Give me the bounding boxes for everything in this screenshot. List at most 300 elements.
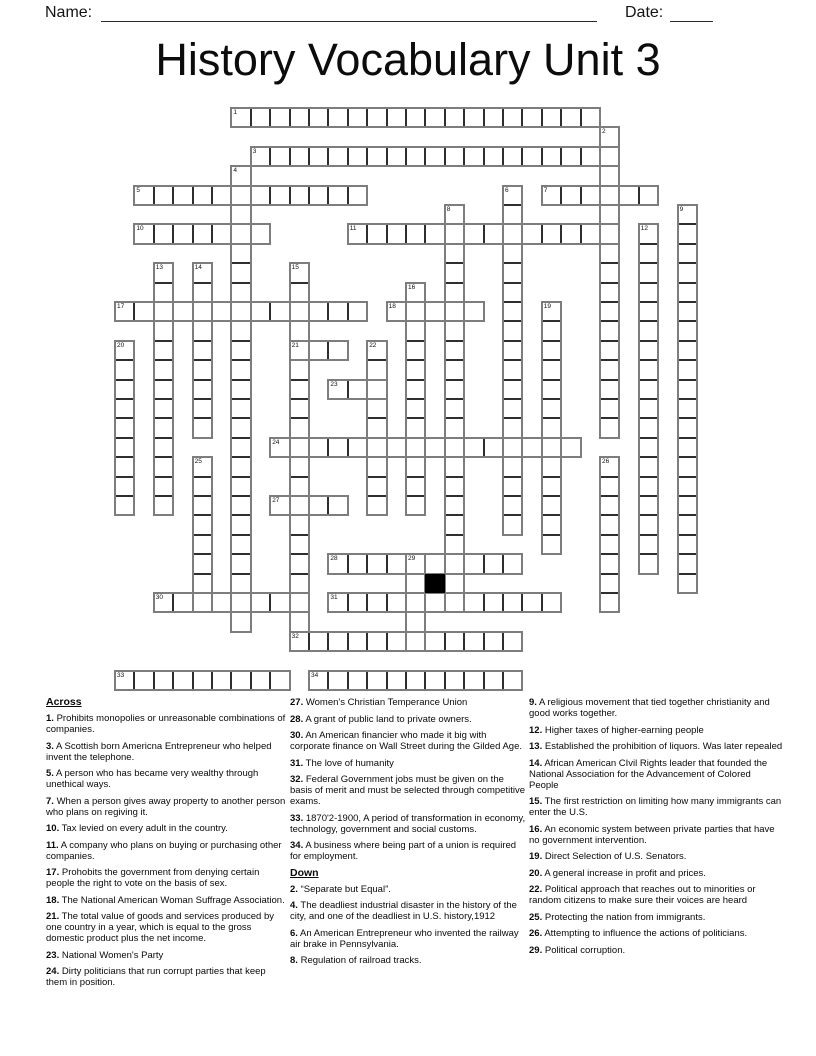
grid-cell[interactable] (193, 224, 212, 243)
grid-cell[interactable] (193, 341, 212, 360)
grid-cell[interactable] (212, 593, 231, 612)
grid-cell[interactable] (154, 496, 173, 515)
grid-cell[interactable] (600, 127, 619, 146)
grid-cell[interactable] (445, 321, 464, 340)
grid-cell[interactable] (561, 186, 580, 205)
grid-cell[interactable] (231, 263, 250, 282)
grid-cell[interactable] (542, 341, 561, 360)
grid-cell[interactable] (503, 399, 522, 418)
grid-cell[interactable] (193, 457, 212, 476)
grid-cell[interactable] (193, 321, 212, 340)
grid-cell[interactable] (406, 554, 425, 573)
grid-cell[interactable] (503, 186, 522, 205)
grid-cell[interactable] (425, 671, 444, 690)
grid-cell[interactable] (367, 341, 386, 360)
grid-cell[interactable] (406, 671, 425, 690)
grid-cell[interactable] (367, 438, 386, 457)
grid-cell[interactable] (425, 438, 444, 457)
grid-cell[interactable] (503, 205, 522, 224)
grid-cell[interactable] (600, 457, 619, 476)
grid-cell[interactable] (290, 186, 309, 205)
grid-cell[interactable] (484, 593, 503, 612)
grid-cell[interactable] (600, 380, 619, 399)
grid-cell[interactable] (290, 612, 309, 631)
grid-cell[interactable] (328, 671, 347, 690)
grid-cell[interactable] (600, 574, 619, 593)
grid-cell[interactable] (503, 263, 522, 282)
grid-cell[interactable] (581, 186, 600, 205)
grid-cell[interactable] (270, 186, 289, 205)
grid-cell[interactable] (600, 535, 619, 554)
grid-cell[interactable] (445, 244, 464, 263)
grid-cell[interactable] (231, 283, 250, 302)
grid-cell[interactable] (542, 108, 561, 127)
grid-cell[interactable] (406, 341, 425, 360)
grid-cell[interactable] (542, 496, 561, 515)
grid-cell[interactable] (484, 438, 503, 457)
grid-cell[interactable] (678, 496, 697, 515)
grid-cell[interactable] (270, 496, 289, 515)
grid-cell[interactable] (231, 205, 250, 224)
grid-cell[interactable] (639, 321, 658, 340)
grid-cell[interactable] (367, 418, 386, 437)
grid-cell[interactable] (639, 186, 658, 205)
grid-cell[interactable] (231, 593, 250, 612)
grid-cell[interactable] (522, 593, 541, 612)
grid-cell[interactable] (503, 554, 522, 573)
grid-cell[interactable] (290, 457, 309, 476)
grid-cell[interactable] (678, 380, 697, 399)
grid-cell[interactable] (134, 224, 153, 243)
grid-cell[interactable] (367, 554, 386, 573)
grid-cell[interactable] (290, 418, 309, 437)
grid-cell[interactable] (309, 496, 328, 515)
grid-cell[interactable] (600, 399, 619, 418)
grid-cell[interactable] (600, 147, 619, 166)
grid-cell[interactable] (542, 593, 561, 612)
grid-cell[interactable] (290, 283, 309, 302)
grid-cell[interactable] (678, 574, 697, 593)
grid-cell[interactable] (503, 380, 522, 399)
grid-cell[interactable] (154, 593, 173, 612)
grid-cell[interactable] (115, 457, 134, 476)
grid-cell[interactable] (581, 224, 600, 243)
grid-cell[interactable] (387, 632, 406, 651)
grid-cell[interactable] (503, 341, 522, 360)
grid-cell[interactable] (445, 147, 464, 166)
grid-cell[interactable] (639, 535, 658, 554)
grid-cell[interactable] (231, 380, 250, 399)
grid-cell[interactable] (600, 418, 619, 437)
grid-cell[interactable] (154, 671, 173, 690)
grid-cell[interactable] (290, 593, 309, 612)
grid-cell[interactable] (154, 321, 173, 340)
grid-cell[interactable] (290, 477, 309, 496)
grid-cell[interactable] (193, 186, 212, 205)
grid-cell[interactable] (367, 399, 386, 418)
grid-cell[interactable] (231, 360, 250, 379)
grid-cell[interactable] (503, 360, 522, 379)
grid-cell[interactable] (193, 283, 212, 302)
grid-cell[interactable] (367, 108, 386, 127)
grid-cell[interactable] (600, 186, 619, 205)
grid-cell[interactable] (678, 399, 697, 418)
grid-cell[interactable] (503, 283, 522, 302)
grid-cell[interactable] (445, 457, 464, 476)
grid-cell[interactable] (367, 380, 386, 399)
grid-cell[interactable] (231, 186, 250, 205)
grid-cell[interactable] (231, 554, 250, 573)
grid-cell[interactable] (309, 438, 328, 457)
grid-cell[interactable] (348, 302, 367, 321)
grid-cell[interactable] (251, 147, 270, 166)
grid-cell[interactable] (212, 302, 231, 321)
grid-cell[interactable] (484, 224, 503, 243)
grid-cell[interactable] (600, 205, 619, 224)
grid-cell[interactable] (328, 593, 347, 612)
grid-cell[interactable] (445, 380, 464, 399)
grid-cell[interactable] (678, 244, 697, 263)
grid-cell[interactable] (115, 477, 134, 496)
grid-cell[interactable] (154, 360, 173, 379)
grid-cell[interactable] (231, 166, 250, 185)
grid-cell[interactable] (600, 515, 619, 534)
grid-cell[interactable] (367, 360, 386, 379)
grid-cell[interactable] (484, 671, 503, 690)
grid-cell[interactable] (290, 302, 309, 321)
grid-cell[interactable] (231, 535, 250, 554)
grid-cell[interactable] (503, 632, 522, 651)
grid-cell[interactable] (542, 399, 561, 418)
grid-cell[interactable] (348, 147, 367, 166)
grid-cell[interactable] (193, 360, 212, 379)
grid-cell[interactable] (193, 496, 212, 515)
grid-cell[interactable] (464, 671, 483, 690)
grid-cell[interactable] (387, 671, 406, 690)
grid-cell[interactable] (542, 457, 561, 476)
grid-cell[interactable] (406, 418, 425, 437)
grid-cell[interactable] (464, 147, 483, 166)
grid-cell[interactable] (193, 263, 212, 282)
grid-cell[interactable] (173, 224, 192, 243)
grid-cell[interactable] (193, 554, 212, 573)
grid-cell[interactable] (464, 224, 483, 243)
grid-cell[interactable] (406, 147, 425, 166)
grid-cell[interactable] (231, 515, 250, 534)
grid-cell[interactable] (290, 321, 309, 340)
grid-cell[interactable] (231, 457, 250, 476)
grid-cell[interactable] (328, 496, 347, 515)
grid-cell[interactable] (503, 244, 522, 263)
grid-cell[interactable] (154, 399, 173, 418)
grid-cell[interactable] (678, 418, 697, 437)
grid-cell[interactable] (542, 147, 561, 166)
grid-cell[interactable] (290, 380, 309, 399)
grid-cell[interactable] (387, 224, 406, 243)
grid-cell[interactable] (193, 477, 212, 496)
grid-cell[interactable] (503, 302, 522, 321)
grid-cell[interactable] (425, 147, 444, 166)
grid-cell[interactable] (290, 438, 309, 457)
grid-cell[interactable] (328, 147, 347, 166)
grid-cell[interactable] (290, 535, 309, 554)
grid-cell[interactable] (115, 671, 134, 690)
grid-cell[interactable] (115, 360, 134, 379)
grid-cell[interactable] (115, 341, 134, 360)
grid-cell[interactable] (464, 554, 483, 573)
grid-cell[interactable] (445, 205, 464, 224)
grid-cell[interactable] (348, 380, 367, 399)
grid-cell[interactable] (309, 341, 328, 360)
grid-cell[interactable] (503, 671, 522, 690)
grid-cell[interactable] (290, 496, 309, 515)
grid-cell[interactable] (290, 108, 309, 127)
grid-cell[interactable] (464, 632, 483, 651)
grid-cell[interactable] (193, 671, 212, 690)
grid-cell[interactable] (678, 302, 697, 321)
grid-cell[interactable] (445, 438, 464, 457)
grid-cell[interactable] (600, 321, 619, 340)
grid-cell[interactable] (348, 593, 367, 612)
grid-cell[interactable] (231, 574, 250, 593)
grid-cell[interactable] (406, 283, 425, 302)
grid-cell[interactable] (542, 224, 561, 243)
grid-cell[interactable] (328, 186, 347, 205)
grid-cell[interactable] (406, 457, 425, 476)
grid-cell[interactable] (522, 147, 541, 166)
grid-cell[interactable] (503, 457, 522, 476)
grid-cell[interactable] (231, 612, 250, 631)
grid-cell[interactable] (367, 671, 386, 690)
grid-cell[interactable] (445, 477, 464, 496)
grid-cell[interactable] (348, 108, 367, 127)
grid-cell[interactable] (639, 283, 658, 302)
grid-cell[interactable] (251, 224, 270, 243)
grid-cell[interactable] (367, 147, 386, 166)
grid-cell[interactable] (639, 360, 658, 379)
grid-cell[interactable] (425, 554, 444, 573)
grid-cell[interactable] (367, 477, 386, 496)
grid-cell[interactable] (639, 224, 658, 243)
grid-cell[interactable] (600, 593, 619, 612)
grid-cell[interactable] (154, 186, 173, 205)
grid-cell[interactable] (154, 438, 173, 457)
grid-cell[interactable] (445, 671, 464, 690)
grid-cell[interactable] (678, 438, 697, 457)
grid-cell[interactable] (348, 438, 367, 457)
grid-cell[interactable] (290, 554, 309, 573)
grid-cell[interactable] (445, 341, 464, 360)
grid-cell[interactable] (503, 593, 522, 612)
grid-cell[interactable] (600, 302, 619, 321)
grid-cell[interactable] (270, 671, 289, 690)
grid-cell[interactable] (503, 224, 522, 243)
grid-cell[interactable] (639, 438, 658, 457)
grid-cell[interactable] (445, 593, 464, 612)
grid-cell[interactable] (484, 554, 503, 573)
grid-cell[interactable] (561, 438, 580, 457)
grid-cell[interactable] (678, 360, 697, 379)
grid-cell[interactable] (522, 438, 541, 457)
grid-cell[interactable] (348, 186, 367, 205)
grid-cell[interactable] (328, 554, 347, 573)
grid-cell[interactable] (542, 418, 561, 437)
grid-cell[interactable] (406, 632, 425, 651)
grid-cell[interactable] (581, 147, 600, 166)
grid-cell[interactable] (406, 496, 425, 515)
grid-cell[interactable] (193, 593, 212, 612)
grid-cell[interactable] (406, 302, 425, 321)
grid-cell[interactable] (406, 574, 425, 593)
grid-cell[interactable] (678, 224, 697, 243)
grid-cell[interactable] (290, 515, 309, 534)
grid-cell[interactable] (154, 341, 173, 360)
grid-cell[interactable] (445, 515, 464, 534)
grid-cell[interactable] (678, 515, 697, 534)
grid-cell[interactable] (251, 186, 270, 205)
grid-cell[interactable] (193, 535, 212, 554)
grid-cell[interactable] (561, 108, 580, 127)
grid-cell[interactable] (328, 108, 347, 127)
grid-cell[interactable] (445, 224, 464, 243)
grid-cell[interactable] (542, 360, 561, 379)
grid-cell[interactable] (445, 554, 464, 573)
grid-cell[interactable] (212, 186, 231, 205)
grid-cell[interactable] (309, 632, 328, 651)
grid-cell[interactable] (290, 341, 309, 360)
grid-cell[interactable] (154, 302, 173, 321)
grid-cell[interactable] (445, 302, 464, 321)
grid-cell[interactable] (231, 302, 250, 321)
grid-cell[interactable] (387, 554, 406, 573)
grid-cell[interactable] (406, 612, 425, 631)
grid-cell[interactable] (425, 108, 444, 127)
grid-cell[interactable] (231, 671, 250, 690)
grid-cell[interactable] (561, 224, 580, 243)
grid-cell[interactable] (154, 457, 173, 476)
grid-cell[interactable] (678, 321, 697, 340)
grid-cell[interactable] (231, 244, 250, 263)
grid-cell[interactable] (309, 671, 328, 690)
grid-cell[interactable] (503, 147, 522, 166)
grid-cell[interactable] (309, 302, 328, 321)
grid-cell[interactable] (251, 302, 270, 321)
grid-cell[interactable] (522, 108, 541, 127)
grid-cell[interactable] (134, 186, 153, 205)
grid-cell[interactable] (542, 438, 561, 457)
grid-cell[interactable] (425, 302, 444, 321)
grid-cell[interactable] (542, 515, 561, 534)
grid-cell[interactable] (193, 302, 212, 321)
grid-cell[interactable] (387, 593, 406, 612)
grid-cell[interactable] (231, 496, 250, 515)
grid-cell[interactable] (367, 224, 386, 243)
grid-cell[interactable] (387, 302, 406, 321)
grid-cell[interactable] (154, 477, 173, 496)
grid-cell[interactable] (348, 671, 367, 690)
grid-cell[interactable] (678, 341, 697, 360)
grid-cell[interactable] (503, 108, 522, 127)
grid-cell[interactable] (251, 671, 270, 690)
grid-cell[interactable] (309, 108, 328, 127)
grid-cell[interactable] (154, 418, 173, 437)
grid-cell[interactable] (154, 263, 173, 282)
grid-cell[interactable] (445, 535, 464, 554)
grid-cell[interactable] (678, 263, 697, 282)
grid-cell[interactable] (406, 360, 425, 379)
grid-cell[interactable] (309, 147, 328, 166)
grid-cell[interactable] (348, 632, 367, 651)
grid-cell[interactable] (270, 147, 289, 166)
grid-cell[interactable] (231, 108, 250, 127)
grid-cell[interactable] (678, 205, 697, 224)
grid-cell[interactable] (212, 671, 231, 690)
grid-cell[interactable] (445, 496, 464, 515)
grid-cell[interactable] (639, 380, 658, 399)
grid-cell[interactable] (542, 535, 561, 554)
grid-cell[interactable] (270, 593, 289, 612)
grid-cell[interactable] (173, 593, 192, 612)
grid-cell[interactable] (445, 263, 464, 282)
grid-cell[interactable] (309, 186, 328, 205)
grid-cell[interactable] (406, 438, 425, 457)
grid-cell[interactable] (445, 108, 464, 127)
grid-cell[interactable] (639, 477, 658, 496)
grid-cell[interactable] (600, 263, 619, 282)
grid-cell[interactable] (445, 283, 464, 302)
grid-cell[interactable] (328, 302, 347, 321)
grid-cell[interactable] (561, 147, 580, 166)
grid-cell[interactable] (231, 477, 250, 496)
grid-cell[interactable] (445, 632, 464, 651)
grid-cell[interactable] (193, 515, 212, 534)
grid-cell[interactable] (387, 108, 406, 127)
grid-cell[interactable] (367, 457, 386, 476)
grid-cell[interactable] (542, 321, 561, 340)
grid-cell[interactable] (328, 438, 347, 457)
grid-cell[interactable] (115, 302, 134, 321)
grid-cell[interactable] (290, 632, 309, 651)
grid-cell[interactable] (231, 438, 250, 457)
grid-cell[interactable] (639, 457, 658, 476)
grid-cell[interactable] (348, 224, 367, 243)
grid-cell[interactable] (581, 108, 600, 127)
grid-cell[interactable] (328, 341, 347, 360)
grid-cell[interactable] (231, 418, 250, 437)
grid-cell[interactable] (251, 108, 270, 127)
grid-cell[interactable] (115, 399, 134, 418)
grid-cell[interactable] (464, 108, 483, 127)
grid-cell[interactable] (484, 632, 503, 651)
grid-cell[interactable] (484, 147, 503, 166)
grid-cell[interactable] (173, 302, 192, 321)
grid-cell[interactable] (115, 438, 134, 457)
grid-cell[interactable] (678, 554, 697, 573)
grid-cell[interactable] (600, 477, 619, 496)
grid-cell[interactable] (387, 438, 406, 457)
grid-cell[interactable] (290, 360, 309, 379)
grid-cell[interactable] (367, 496, 386, 515)
grid-cell[interactable] (445, 399, 464, 418)
grid-cell[interactable] (600, 360, 619, 379)
grid-cell[interactable] (406, 224, 425, 243)
grid-cell[interactable] (251, 593, 270, 612)
grid-cell[interactable] (600, 554, 619, 573)
grid-cell[interactable] (134, 302, 153, 321)
grid-cell[interactable] (290, 399, 309, 418)
grid-cell[interactable] (173, 671, 192, 690)
grid-cell[interactable] (522, 224, 541, 243)
